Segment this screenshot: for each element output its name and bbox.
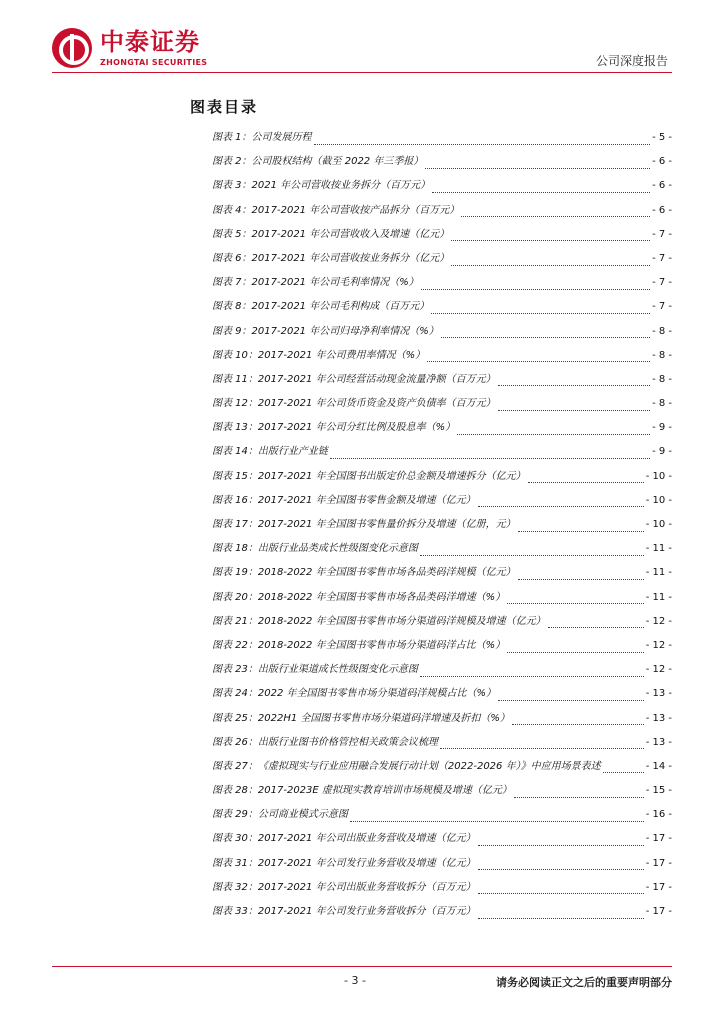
toc-entry-title: 图表 17：2017-2021 年全国图书零售量价拆分及增速（亿册，元）: [212, 519, 516, 530]
logo-mark-icon: [52, 28, 92, 68]
toc-leader-dots: [461, 208, 650, 217]
toc-entry[interactable]: [212, 829, 672, 853]
toc-entry-page: - 9 -: [652, 446, 672, 458]
page-header: [0, 0, 724, 80]
toc-entry-title: 图表 20：2018-2022 年全国图书零售市场各品类码洋增速（%）: [212, 591, 506, 603]
toc-leader-dots: [507, 644, 644, 653]
toc-entry-title: 图表 21：2018-2022 年全国图书零售市场分渠道码洋规模及增速（亿元）: [212, 615, 546, 627]
toc-entry-page: - 10 -: [645, 494, 672, 506]
toc-leader-dots: [451, 232, 650, 241]
toc-entry[interactable]: [212, 539, 672, 563]
toc-entry-page: - 6 -: [652, 156, 672, 168]
toc-leader-dots: [441, 329, 650, 338]
toc-entry-page: - 13 -: [645, 712, 672, 724]
toc-leader-dots: [451, 257, 650, 266]
toc-entry[interactable]: [212, 902, 672, 926]
toc-entry-page: - 17 -: [645, 906, 672, 917]
toc-entry[interactable]: [212, 491, 672, 515]
toc-entry-title: 图表 8：2017-2021 年公司毛利构成（百万元）: [212, 301, 430, 313]
toc-entry-title: 图表 11：2017-2021 年公司经营活动现金流量净额（百万元）: [212, 373, 496, 385]
toc-entry-title: 图表 19：2018-2022 年全国图书零售市场各品类码洋规模（亿元）: [212, 567, 516, 579]
toc-entry-page: - 17 -: [645, 881, 672, 893]
toc-title: 图表目录: [190, 98, 259, 116]
toc-leader-dots: [498, 692, 644, 701]
toc-entry[interactable]: [212, 322, 672, 346]
toc-entry[interactable]: [212, 588, 672, 612]
logo-english-name: ZHONGTAI SECURITIES: [100, 58, 208, 67]
toc-entry-page: - 13 -: [645, 688, 672, 700]
toc-entry-title: 图表 18：出版行业品类成长性级图变化示意图: [212, 543, 418, 555]
toc-leader-dots: [478, 498, 644, 507]
toc-entry-page: - 13 -: [645, 736, 672, 748]
toc-entry-title: 图表 9：2017-2021 年公司归母净利率情况（%）: [212, 325, 439, 337]
toc-entry-page: - 10 -: [645, 470, 672, 482]
toc-entry[interactable]: [212, 249, 672, 273]
toc-entry-title: 图表 23：出版行业渠道成长性级图变化示意图: [212, 664, 418, 676]
toc-entry-title: 图表 6：2017-2021 年公司营收按业务拆分（亿元）: [212, 252, 450, 264]
toc-entry[interactable]: [212, 418, 672, 442]
toc-entry-title: 图表 25：2022H1 全国图书零售市场分渠道码洋增速及折扣（%）: [212, 712, 510, 724]
toc-entry[interactable]: [212, 128, 672, 152]
toc-entry-page: - 14 -: [645, 760, 672, 772]
toc-leader-dots: [498, 402, 650, 411]
toc-entry[interactable]: [212, 878, 672, 902]
toc-entry-title: 图表 28：2017-2023E 虚拟现实教育培训市场规模及增速（亿元）: [212, 785, 512, 797]
toc-entry[interactable]: [212, 612, 672, 636]
toc-entry[interactable]: [212, 297, 672, 321]
toc-entry-title: 图表 15：2017-2021 年全国图书出版定价总金额及增速拆分（亿元）: [212, 470, 526, 482]
footer-divider: [52, 966, 672, 967]
toc-entry[interactable]: [212, 805, 672, 829]
logo-chinese-name: 中泰证券: [100, 28, 200, 56]
toc-entry-page: - 5 -: [652, 132, 672, 143]
toc-entry-title: 图表 2：公司股权结构（截至 2022 年三季报）: [212, 156, 424, 168]
toc-entry[interactable]: [212, 467, 672, 491]
toc-leader-dots: [478, 885, 644, 894]
toc-entry-page: - 8 -: [652, 373, 672, 385]
toc-leader-dots: [603, 764, 644, 773]
toc-leader-dots: [518, 571, 644, 580]
toc-entry-page: - 17 -: [645, 857, 672, 869]
toc-leader-dots: [457, 426, 650, 435]
report-type-label: 公司深度报告: [595, 54, 668, 68]
toc-leader-dots: [431, 305, 650, 314]
toc-entry-title: 图表 24：2022 年全国图书零售市场分渠道码洋规模占比（%）: [212, 688, 497, 700]
toc-entry-title: 图表 10：2017-2021 年公司费用率情况（%）: [212, 349, 426, 361]
toc-entry[interactable]: [212, 346, 672, 370]
company-logo: [52, 28, 272, 72]
toc-entry-page: - 11 -: [645, 567, 672, 579]
page-number: - 3 -: [344, 974, 366, 987]
toc-entry-page: - 6 -: [652, 180, 672, 192]
toc-entry-title: 图表 30：2017-2021 年公司出版业务营收及增速（亿元）: [212, 833, 476, 845]
toc-leader-dots: [421, 281, 650, 290]
toc-entry[interactable]: [212, 757, 672, 781]
footer-disclaimer: 请务必阅读正文之后的重要声明部分: [496, 976, 672, 989]
toc-entry-page: - 6 -: [652, 204, 672, 216]
toc-entry[interactable]: [212, 709, 672, 733]
toc-entry-page: - 16 -: [645, 809, 672, 821]
toc-entry-title: 图表 31：2017-2021 年公司发行业务营收及增速（亿元）: [212, 857, 476, 869]
toc-entry[interactable]: [212, 515, 672, 539]
toc-leader-dots: [420, 547, 644, 556]
toc-entry[interactable]: [212, 660, 672, 684]
toc-entry-title: 图表 3：2021 年公司营收按业务拆分（百万元）: [212, 180, 431, 192]
toc-entry-page: - 12 -: [645, 615, 672, 627]
toc-leader-dots: [425, 160, 650, 169]
toc-entry-page: - 8 -: [652, 325, 672, 337]
toc-leader-dots: [507, 595, 644, 604]
toc-entry-title: 图表 27：《虚拟现实与行业应用融合发展行动计划（2022-2026 年）》中应用场景表述: [212, 760, 601, 772]
toc-entry[interactable]: [212, 684, 672, 708]
toc-entry-title: 图表 12：2017-2021 年公司货币资金及资产负债率（百万元）: [212, 398, 496, 410]
toc-leader-dots: [440, 740, 644, 749]
toc-entry-page: - 9 -: [652, 422, 672, 434]
toc-entry-title: 图表 22：2018-2022 年全国图书零售市场分渠道码洋占比（%）: [212, 639, 506, 651]
toc-entry[interactable]: [212, 854, 672, 878]
toc-entry-title: 图表 7：2017-2021 年公司毛利率情况（%）: [212, 277, 419, 289]
toc-entry[interactable]: [212, 636, 672, 660]
toc-entry-page: - 7 -: [652, 301, 672, 313]
toc-entry-title: 图表 4：2017-2021 年公司营收按产品拆分（百万元）: [212, 204, 460, 216]
toc-entry-title: 图表 14：出版行业产业链: [212, 446, 328, 458]
toc-entry-title: 图表 33：2017-2021 年公司发行业务营收拆分（百万元）: [212, 906, 476, 917]
toc-leader-dots: [478, 861, 644, 870]
toc-entry[interactable]: [212, 563, 672, 587]
toc-entry-page: - 12 -: [645, 639, 672, 651]
toc-leader-dots: [514, 789, 644, 798]
toc-leader-dots: [518, 523, 644, 532]
toc-entry[interactable]: [212, 442, 672, 466]
toc-leader-dots: [478, 910, 644, 919]
toc-leader-dots: [498, 377, 650, 386]
toc-leader-dots: [420, 668, 644, 677]
toc-leader-dots: [314, 136, 651, 145]
toc-entry[interactable]: [212, 201, 672, 225]
toc-entry-page: - 15 -: [645, 785, 672, 797]
toc-entry[interactable]: [212, 273, 672, 297]
toc-entry-page: - 7 -: [652, 252, 672, 264]
toc-leader-dots: [548, 619, 644, 628]
toc-entry-page: - 11 -: [645, 591, 672, 603]
toc-entry[interactable]: [212, 370, 672, 394]
toc-entry[interactable]: [212, 225, 672, 249]
toc-entry-page: - 12 -: [645, 664, 672, 676]
toc-entry[interactable]: [212, 733, 672, 757]
toc-entry-title: 图表 32：2017-2021 年公司出版业务营收拆分（百万元）: [212, 881, 476, 893]
toc-entry-page: - 17 -: [645, 833, 672, 845]
toc-list: [212, 128, 672, 926]
toc-entry-page: - 8 -: [652, 349, 672, 361]
toc-entry-page: - 7 -: [652, 228, 672, 240]
toc-leader-dots: [427, 353, 650, 362]
toc-leader-dots: [350, 813, 644, 822]
toc-entry-title: 图表 29：公司商业模式示意图: [212, 809, 348, 821]
toc-entry-title: 图表 1：公司发展历程: [212, 132, 312, 143]
header-divider: [52, 72, 672, 73]
toc-leader-dots: [330, 450, 650, 459]
toc-entry-page: - 11 -: [645, 543, 672, 555]
toc-leader-dots: [432, 184, 650, 193]
toc-entry-page: - 10 -: [645, 519, 672, 530]
toc-entry-title: 图表 13：2017-2021 年公司分红比例及股息率（%）: [212, 422, 456, 434]
toc-entry-title: 图表 5：2017-2021 年公司营收收入及增速（亿元）: [212, 228, 450, 240]
toc-entry[interactable]: [212, 394, 672, 418]
toc-leader-dots: [512, 716, 644, 725]
toc-entry-page: - 7 -: [652, 277, 672, 289]
toc-entry-title: 图表 26：出版行业图书价格管控相关政策会议梳理: [212, 736, 438, 748]
toc-entry[interactable]: [212, 781, 672, 805]
toc-leader-dots: [528, 474, 644, 483]
toc-entry-page: - 8 -: [652, 398, 672, 410]
toc-entry[interactable]: [212, 152, 672, 176]
toc-entry[interactable]: [212, 176, 672, 200]
toc-entry-title: 图表 16：2017-2021 年全国图书零售金额及增速（亿元）: [212, 494, 476, 506]
toc-leader-dots: [478, 837, 644, 846]
